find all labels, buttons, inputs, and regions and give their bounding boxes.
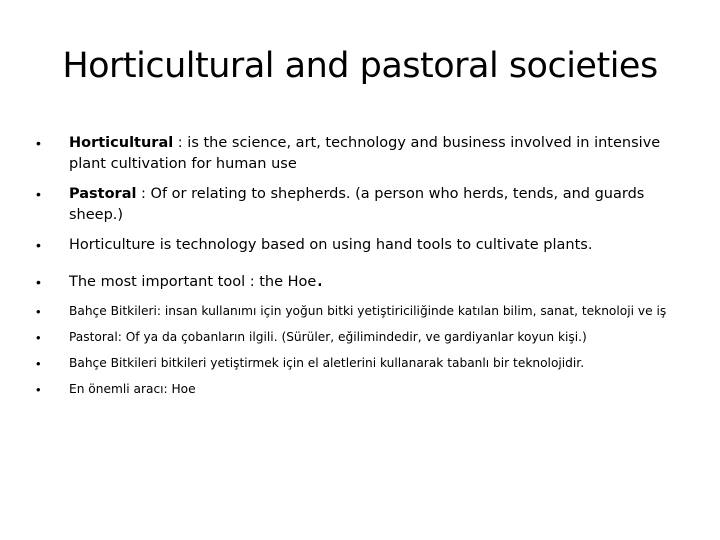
bullet-text: : is the science, art, technology and business involved in intensive plant cultivation for human use (69, 135, 661, 172)
bullet-item-en-onemli-arac (36, 380, 686, 399)
bullet-text: : Of or relating to shepherds. (a person who herds, tends, and guards sheep.) (69, 186, 645, 223)
bullet-end-mark: . (316, 267, 324, 292)
bullet-icon: • (36, 186, 41, 202)
bullet-text: Bahçe Bitkileri bitkileri yetiştirmek için el aletlerini kullanarak tabanlı bir teknolojidir. (69, 356, 585, 370)
bullet-item-bahce-bitkileri (36, 302, 686, 321)
bullet-item-horticultural (36, 133, 686, 175)
slide-title: Horticultural and pastoral societies (62, 46, 658, 86)
bullet-item-pastoral (36, 184, 686, 226)
bullet-icon: • (36, 304, 41, 319)
bullet-icon: • (36, 382, 41, 397)
bullet-icon: • (36, 135, 41, 151)
bullet-icon: • (36, 356, 41, 371)
bullet-item-pastoral-tr (36, 328, 686, 347)
bullet-text: Bahçe Bitkileri: insan kullanımı için yoğun bitki yetiştiriciliğinde katılan bilim, sanat, teknoloji ve iş (69, 304, 667, 318)
bullet-text: Horticulture is technology based on using hand tools to cultivate plants. (69, 237, 593, 253)
bullet-text: Pastoral: Of ya da çobanların ilgili. (Sürüler, eğilimindedir, ve gardiyanlar koyun kişi.) (69, 330, 587, 344)
bullet-item-bahce-teknoloji (36, 354, 686, 373)
bullet-text: En önemli aracı: Hoe (69, 382, 196, 396)
bullet-text: The most important tool : the Hoe (69, 274, 317, 290)
bullet-item-most-important-tool (36, 267, 686, 293)
bullet-term: Horticultural (69, 135, 174, 151)
bullet-term: Pastoral (69, 186, 137, 202)
bullet-list (36, 133, 686, 406)
bullet-item-horticulture-technology (36, 235, 686, 256)
bullet-icon: • (36, 274, 41, 290)
bullet-icon: • (36, 237, 41, 253)
bullet-icon: • (36, 330, 41, 345)
